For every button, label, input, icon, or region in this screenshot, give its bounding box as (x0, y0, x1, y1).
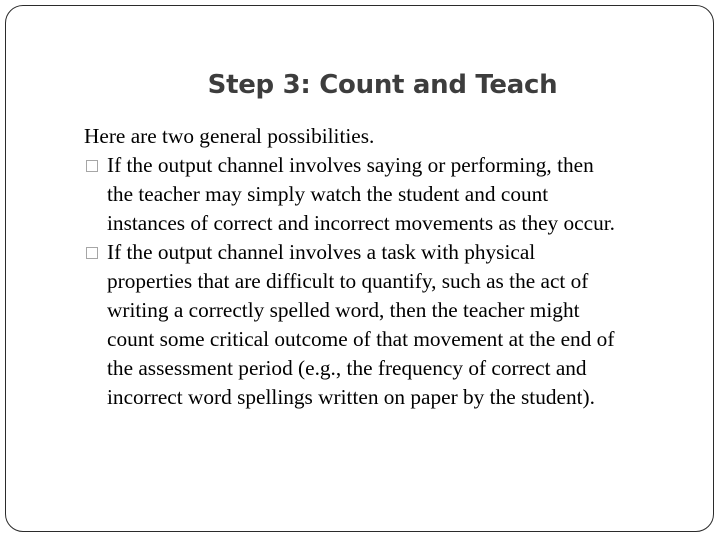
bullet-line: instances of correct and incorrect movements as they occur. (107, 211, 615, 235)
bullet-line: incorrect word spellings written on paper by the student). (107, 385, 595, 409)
bullet-line: properties that are difficult to quantify, such as the act of (107, 269, 589, 293)
checkbox-icon (86, 160, 98, 172)
intro-text: Here are two general possibilities. (84, 124, 375, 148)
bullet-line: If the output channel involves a task with physical (107, 240, 536, 264)
bullet-line: If the output channel involves saying or performing, then (107, 153, 594, 177)
bullet-item (84, 151, 704, 238)
slide-body (84, 122, 704, 412)
bullet-item (84, 238, 704, 412)
bullet-line: the teacher may simply watch the student and count (107, 182, 549, 206)
slide-title: Step 3: Count and Teach (207, 70, 558, 100)
bullet-line: count some critical outcome of that movement at the end of (107, 327, 615, 351)
bullet-line: writing a correctly spelled word, then the teacher might (107, 298, 580, 322)
bullet-line: the assessment period (e.g., the frequency of correct and (107, 356, 587, 380)
checkbox-icon (86, 247, 98, 259)
slide (5, 5, 714, 532)
